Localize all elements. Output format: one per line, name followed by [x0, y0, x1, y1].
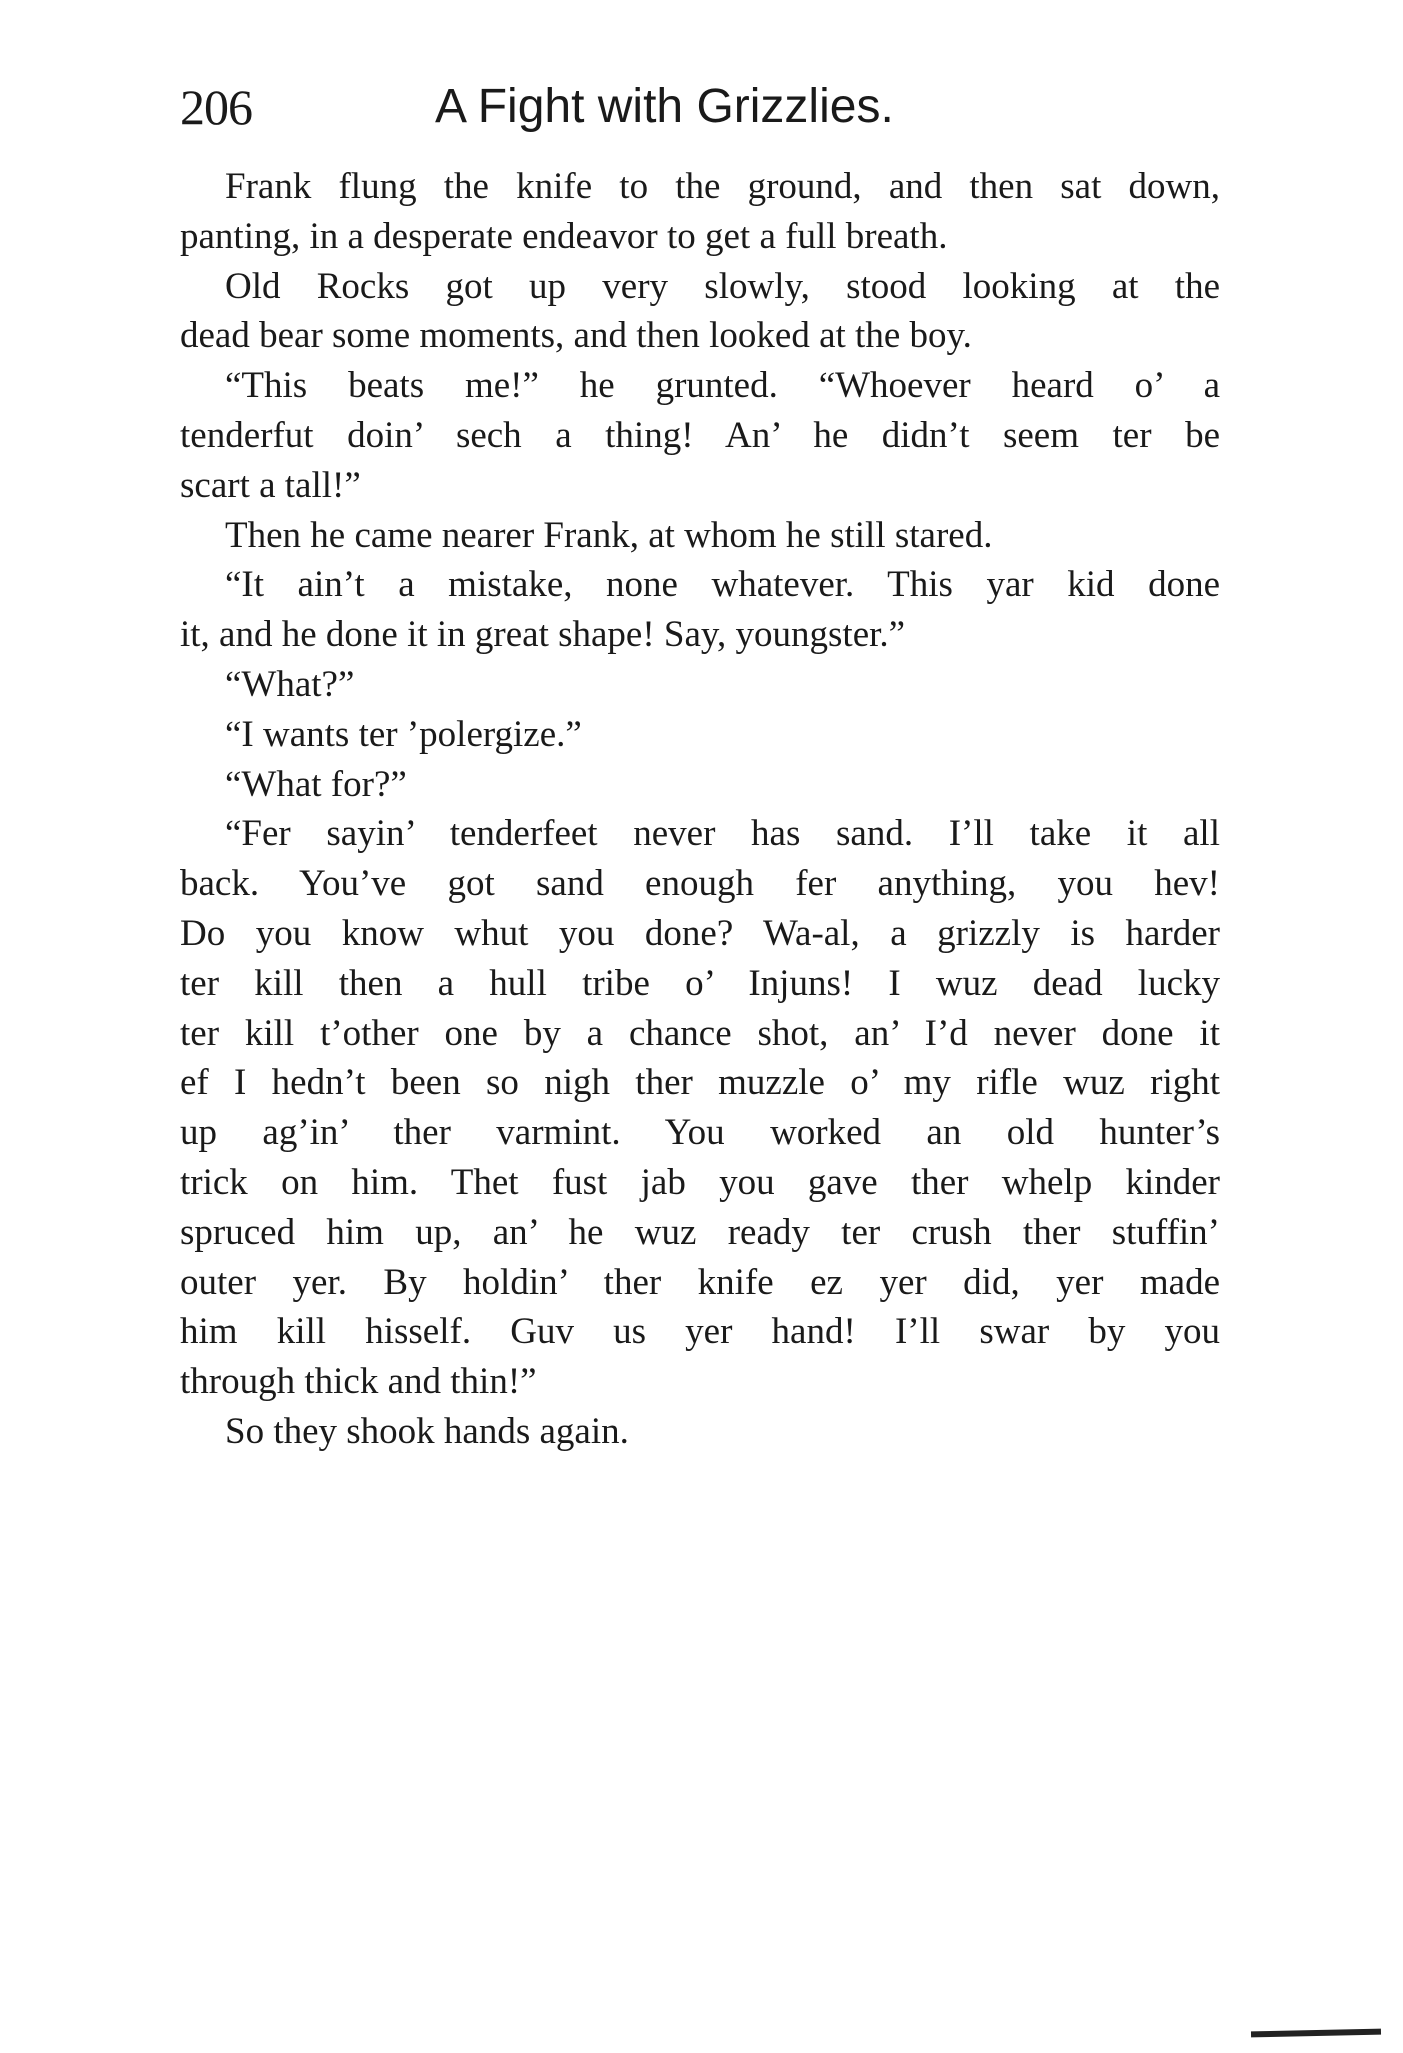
scan-edge-mark [1251, 2029, 1381, 2038]
text-line: Frank flung the knife to the ground, and then sat down, [225, 166, 1220, 207]
running-title: A Fight with Grizzlies. [435, 80, 894, 133]
text-line: Then he came nearer Frank, at whom he still stared. [225, 514, 993, 556]
text-line: So they shook hands again. [225, 1410, 629, 1452]
text-line: trick on him. Thet fust jab you gave ther whelp kinder [180, 1161, 1220, 1203]
page-number: 206 [180, 79, 252, 135]
text-line: it, and he done it in great shape! Say, youngster.” [180, 614, 906, 656]
text-line: panting, in a desperate endeavor to get a full breath. [180, 215, 948, 257]
text-line: “I wants ter ’polergize.” [225, 713, 582, 755]
text-line: Do you know whut you done? Wa-al, a grizzly is harder [180, 912, 1220, 954]
running-head [180, 72, 1220, 142]
text-line: spruced him up, an’ he wuz ready ter crush ther stuffin’ [180, 1211, 1220, 1253]
text-line: “It ain’t a mistake, none whatever. This yar kid done [225, 564, 1220, 606]
text-line: ter kill t’other one by a chance shot, an’ I’d never done it [180, 1012, 1220, 1054]
text-line: back. You’ve got sand enough fer anything, you hev! [180, 863, 1220, 905]
text-line: “Fer sayin’ tenderfeet never has sand. I’ll take it all [225, 813, 1220, 855]
text-line: him kill hisself. Guv us yer hand! I’ll swar by you [180, 1311, 1220, 1353]
text-line: dead bear some moments, and then looked at the boy. [180, 315, 972, 357]
text-line: ef I hedn’t been so nigh ther muzzle o’ my rifle wuz right [180, 1062, 1220, 1104]
text-line: up ag’in’ ther varmint. You worked an old hunter’s [180, 1112, 1220, 1154]
text-line: outer yer. By holdin’ ther knife ez yer did, yer made [180, 1261, 1220, 1303]
text-line: ter kill then a hull tribe o’ Injuns! I wuz dead lucky [180, 962, 1220, 1004]
text-line: “What for?” [225, 763, 407, 805]
text-line: Old Rocks got up very slowly, stood looking at the [225, 265, 1220, 307]
text-line: through thick and thin!” [180, 1361, 537, 1403]
text-line: tenderfut doin’ sech a thing! An’ he didn’t seem ter be [180, 414, 1220, 456]
body-text [180, 162, 1220, 1457]
text-line: scart a tall!” [180, 464, 361, 506]
text-line: “This beats me!” he grunted. “Whoever heard o’ a [225, 365, 1220, 407]
text-line: “What?” [225, 663, 355, 705]
